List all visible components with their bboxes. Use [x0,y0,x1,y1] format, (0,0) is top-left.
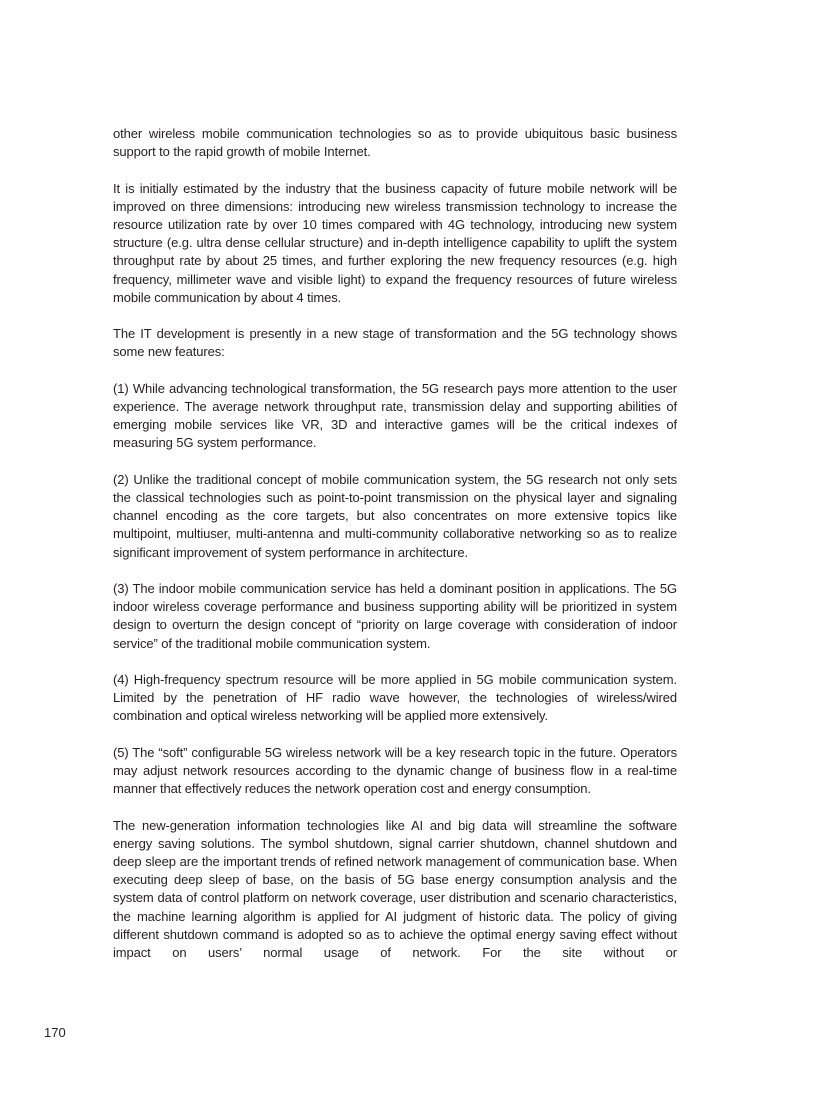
page-number: 170 [44,1025,66,1040]
paragraph-features-intro: The IT development is presently in a new stage of transformation and the 5G technology shows some new features: [113,326,677,360]
paragraph-capacity-estimate: It is initially estimated by the industry that the business capacity of future mobile network will be improved on three dimensions: introducing new wireless transmission technology to increase the resource utilization rate by over 10 times compared with 4G technology, introducing new system structure (e.g. ultra dense cellular structure) and in-depth intelligence capability to uplift the system throughput rate by about 25 times, and further exploring the new frequency resources (e.g. high frequency, millimeter wave and visible light) to expand the frequency resources of future wireless mobile communication by about 4 times. [113,180,677,305]
paragraph-feature-2: (2) Unlike the traditional concept of mobile communication system, the 5G research not only sets the classical technologies such as point-to-point transmission on the physical layer and signaling channel encoding as the core targets, but also concentrates on more extensive topics like multipoint, multiuser, multi-antenna and multi-community collaborative networking so as to realize significant improvement of system performance in architecture. [113,471,677,560]
paragraph-feature-3: (3) The indoor mobile communication service has held a dominant position in applications. The 5G indoor wireless coverage performance and business supporting ability will be prioritized in system design to overturn the design concept of “priority on large coverage with consideration of indoor service” of the traditional mobile communication system. [113,581,677,651]
paragraph-feature-5: (5) The “soft” configurable 5G wireless network will be a key research topic in the future. Operators may adjust network resources according to the dynamic change of business flow in a real-time manner that effectively reduces the network operation cost and energy consumption. [113,744,677,797]
paragraph-feature-1: (1) While advancing technological transformation, the 5G research pays more attention to the user experience. The average network throughput rate, transmission delay and supporting abilities of emerging mobile services like VR, 3D and interactive games will be the critical indexes of measuring 5G system performance. [113,380,677,451]
body-text [113,125,677,980]
paragraph-energy-saving: The new-generation information technologies like AI and big data will streamline the software energy saving solutions. The symbol shutdown, signal carrier shutdown, channel shutdown and deep sleep are the important trends of refined network management of communication base. When executing deep sleep of base, on the basis of 5G base energy consumption analysis and the system data of control platform on network coverage, user distribution and scenario characteristics, the machine learning algorithm is applied for AI judgment of historic data. The policy of giving different shutdown command is adopted so as to achieve the optimal energy saving effect without impact on users’ normal usage of network. For the site without or [113,817,677,961]
paragraph-continuation: other wireless mobile communication technologies so as to provide ubiquitous basic business support to the rapid growth of mobile Internet. [113,126,677,160]
paragraph-feature-4: (4) High-frequency spectrum resource will be more applied in 5G mobile communication system. Limited by the penetration of HF radio wave however, the technologies of wireless/wired combination and optical wireless networking will be applied more extensively. [113,672,677,724]
